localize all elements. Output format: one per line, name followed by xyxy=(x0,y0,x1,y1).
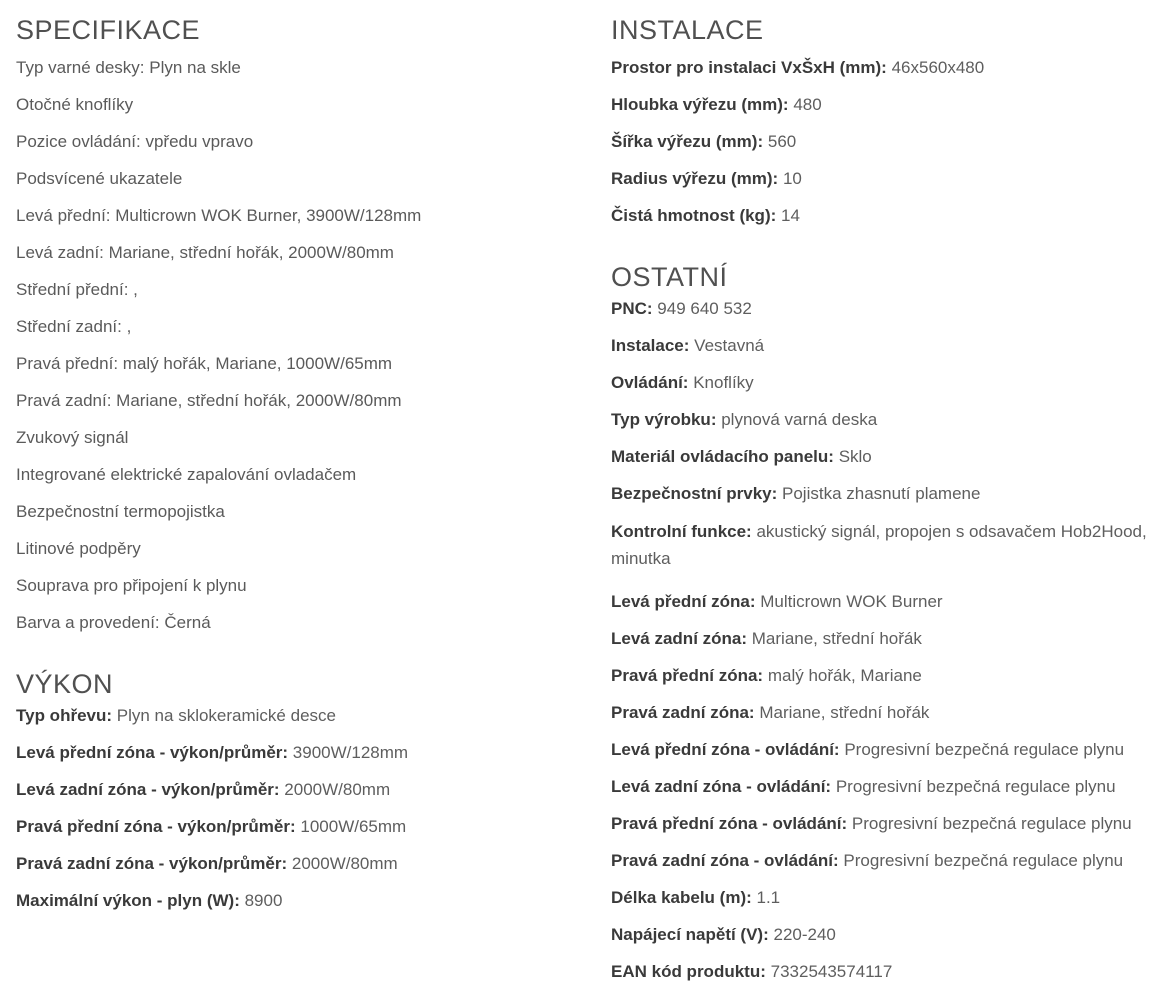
item-key: Pravá zadní zóna - ovládání: xyxy=(611,851,839,870)
item-value: Plyn na sklokeramické desce xyxy=(116,706,336,725)
spec-item: Bezpečnostní termopojistka xyxy=(16,502,225,521)
item-value: 7332543574117 xyxy=(770,962,893,981)
ostatni-item xyxy=(611,703,1161,740)
left-column xyxy=(16,0,586,928)
instalace-heading: INSTALACE xyxy=(611,15,764,45)
item-value: Vestavná xyxy=(694,336,765,355)
item-value: 14 xyxy=(781,206,800,225)
instalace-item xyxy=(611,169,1161,206)
item-key: Levá přední zóna: xyxy=(611,592,756,611)
item-key: Šířka výřezu (mm): xyxy=(611,132,764,151)
vykon-item xyxy=(16,854,586,891)
item-key: Napájecí napětí (V): xyxy=(611,925,769,944)
item-key: Instalace: xyxy=(611,336,690,355)
spec-item: Typ varné desky: Plyn na skle xyxy=(16,58,241,77)
spec-item: Pravá přední: malý hořák, Mariane, 1000W/65mm xyxy=(16,354,393,373)
item-value: Progresivní bezpečná regulace plynu xyxy=(835,777,1116,796)
item-value: plynová varná deska xyxy=(721,410,878,429)
item-key: Levá zadní zóna - výkon/průměr: xyxy=(16,780,280,799)
item-key: Levá zadní zóna: xyxy=(611,629,748,648)
ostatni-item xyxy=(611,447,1161,484)
ostatni-item xyxy=(611,888,1161,925)
spec-item: Levá zadní: Mariane, střední hořák, 2000W/80mm xyxy=(16,243,394,262)
right-column xyxy=(611,0,1161,999)
specifikace-heading: SPECIFIKACE xyxy=(16,15,201,45)
vykon-item xyxy=(16,817,586,854)
ostatni-list xyxy=(611,299,1161,999)
item-value: 560 xyxy=(767,132,797,151)
item-value: Mariane, střední hořák xyxy=(759,703,930,722)
vykon-item xyxy=(16,743,586,780)
spec-item: Otočné knoflíky xyxy=(16,95,134,114)
item-key: Pravá přední zóna - ovládání: xyxy=(611,814,848,833)
item-value: Sklo xyxy=(838,447,872,466)
item-key: Levá přední zóna - ovládání: xyxy=(611,740,840,759)
item-value: Multicrown WOK Burner xyxy=(760,592,943,611)
item-key: Pravá zadní zóna - výkon/průměr: xyxy=(16,854,288,873)
item-value: Knoflíky xyxy=(693,373,754,392)
item-key: Bezpečnostní prvky: xyxy=(611,484,778,503)
ostatni-item xyxy=(611,666,1161,703)
vykon-heading: VÝKON xyxy=(16,669,114,699)
item-value: Mariane, střední hořák xyxy=(751,629,922,648)
item-value: 949 640 532 xyxy=(657,299,752,318)
ostatni-heading: OSTATNÍ xyxy=(611,262,728,292)
ostatni-item xyxy=(611,373,1161,410)
item-key: Prostor pro instalaci VxŠxH (mm): xyxy=(611,58,887,77)
ostatni-item xyxy=(611,962,1161,999)
vykon-list xyxy=(16,706,586,928)
item-key: Typ ohřevu: xyxy=(16,706,113,725)
ostatni-item xyxy=(611,740,1161,777)
spec-item: Barva a provedení: Černá xyxy=(16,613,211,632)
ostatni-item xyxy=(611,410,1161,447)
item-value: 10 xyxy=(782,169,802,188)
item-key: Materiál ovládacího panelu: xyxy=(611,447,834,466)
item-value: Progresivní bezpečná regulace plynu xyxy=(844,740,1125,759)
spec-item: Střední přední: , xyxy=(16,280,138,299)
vykon-item xyxy=(16,891,586,928)
ostatni-item xyxy=(611,814,1161,851)
item-key: Kontrolní funkce: xyxy=(611,522,752,541)
item-key: Levá přední zóna - výkon/průměr: xyxy=(16,743,289,762)
ostatni-item xyxy=(611,592,1161,629)
ostatni-item xyxy=(611,851,1161,888)
item-key: Pravá přední zóna: xyxy=(611,666,764,685)
instalace-list xyxy=(611,58,1161,243)
ostatni-item xyxy=(611,299,1161,336)
ostatni-item xyxy=(611,629,1161,666)
item-value: 1000W/65mm xyxy=(300,817,407,836)
instalace-item xyxy=(611,95,1161,132)
ostatni-section xyxy=(611,243,1161,999)
item-key: Levá zadní zóna - ovládání: xyxy=(611,777,832,796)
ostatni-item xyxy=(611,336,1161,373)
item-key: Hloubka výřezu (mm): xyxy=(611,95,789,114)
specifikace-list xyxy=(16,58,586,650)
item-value: 46x560x480 xyxy=(891,58,985,77)
item-value: Progresivní bezpečná regulace plynu xyxy=(843,851,1124,870)
item-value: Progresivní bezpečná regulace plynu xyxy=(851,814,1132,833)
item-key: Typ výrobku: xyxy=(611,410,717,429)
spec-item: Střední zadní: , xyxy=(16,317,132,336)
item-key: Radius výřezu (mm): xyxy=(611,169,779,188)
vykon-section xyxy=(16,650,586,928)
spec-item: Integrované elektrické zapalování ovladačem xyxy=(16,465,357,484)
item-value: malý hořák, Mariane xyxy=(767,666,922,685)
vykon-item xyxy=(16,780,586,817)
item-key: Čistá hmotnost (kg): xyxy=(611,206,777,225)
spec-item: Podsvícené ukazatele xyxy=(16,169,183,188)
item-key: Délka kabelu (m): xyxy=(611,888,752,907)
item-key: EAN kód produktu: xyxy=(611,962,766,981)
instalace-section xyxy=(611,0,1161,243)
item-key: PNC: xyxy=(611,299,653,318)
item-key: Pravá přední zóna - výkon/průměr: xyxy=(16,817,296,836)
ostatni-item xyxy=(611,518,1161,592)
instalace-item xyxy=(611,58,1161,95)
spec-item: Litinové podpěry xyxy=(16,539,141,558)
item-value: 220-240 xyxy=(773,925,836,944)
item-key: Maximální výkon - plyn (W): xyxy=(16,891,240,910)
item-key: Pravá zadní zóna: xyxy=(611,703,755,722)
item-value: akustický signál, propojen s odsavačem Hob2Hood, minutka xyxy=(611,522,1147,568)
item-value: 2000W/80mm xyxy=(291,854,398,873)
instalace-item xyxy=(611,132,1161,169)
spec-item: Levá přední: Multicrown WOK Burner, 3900W/128mm xyxy=(16,206,422,225)
ostatni-item xyxy=(611,925,1161,962)
specifikace-section xyxy=(16,0,586,650)
vykon-item xyxy=(16,706,586,743)
item-value: 3900W/128mm xyxy=(292,743,409,762)
spec-item: Pravá zadní: Mariane, střední hořák, 2000W/80mm xyxy=(16,391,402,410)
item-value: 1.1 xyxy=(756,888,781,907)
ostatni-item xyxy=(611,777,1161,814)
item-value: 2000W/80mm xyxy=(284,780,391,799)
spec-item: Souprava pro připojení k plynu xyxy=(16,576,247,595)
item-value: 8900 xyxy=(244,891,283,910)
item-value: Pojistka zhasnutí plamene xyxy=(782,484,981,503)
spec-item: Pozice ovládání: vpředu vpravo xyxy=(16,132,254,151)
spec-item: Zvukový signál xyxy=(16,428,129,447)
item-value: 480 xyxy=(793,95,822,114)
instalace-item xyxy=(611,206,1161,243)
ostatni-item xyxy=(611,484,1161,521)
item-key: Ovládání: xyxy=(611,373,689,392)
